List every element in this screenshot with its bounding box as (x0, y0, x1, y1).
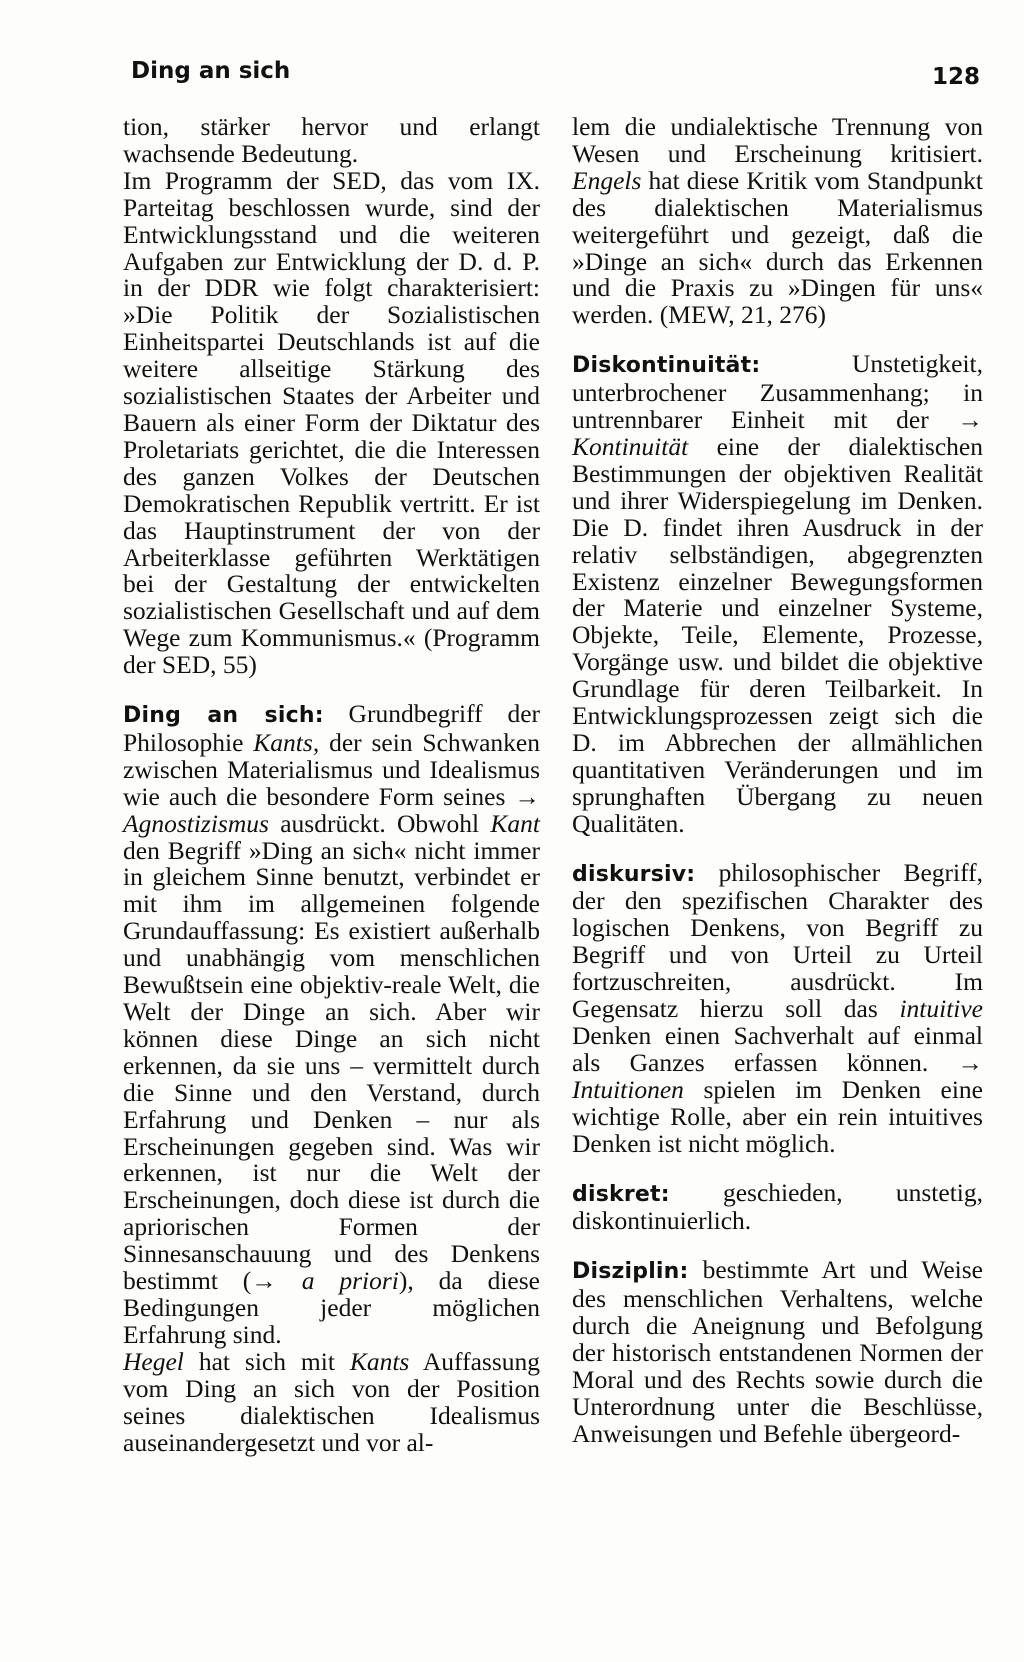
cross-reference: Kontinuität (572, 431, 689, 461)
paragraph-hegel: Hegel hat sich mit Kants Auffassung vom Ding an sich von der Position seines dialektischen Idealismus auseinandergesetzt und vor al- (123, 1346, 540, 1457)
entry-diskret: diskret: geschieden, unstetig, diskontinuierlich. (572, 1177, 983, 1236)
running-head: Ding an sich (131, 58, 291, 84)
entry-diskursiv: diskursiv: philosophischer Begriff, der den spezifischen Charakter des logischen Denkens, von Begriff zu Begriff und von Urteil zu Urteil fortzuschreiten, ausdrückt. Im Gegensatz hierzu soll das intuitive Denken einen Sachverhalt auf einmal als Ganzes erfassen können. → Intuitionen spielen im Denken eine wichtige Rolle, aber ein rein intuitives Denken ist nicht möglich. (572, 857, 983, 1158)
left-column (123, 114, 540, 1456)
entry-term: Disziplin: (572, 1259, 689, 1285)
entry-term: diskursiv: (572, 861, 696, 887)
entry-diskontinuitaet: Diskontinuität: Unstetigkeit, unterbrochener Zusammenhang; in untrennbarer Einheit mit der → Kontinuität eine der dialektischen Bestimmungen der objektiven Realität und ihrer Widerspiegelung im Denken. Die D. findet ihren Ausdruck in der relativ selbständigen, abgegrenzten Existenz einzelner Bewegungsformen der Materie und einzelner Systeme, Objekte, Teile, Elemente, Prozesse, Vorgänge usw. und bildet die objektive Grundlage für deren Teilbarkeit. In Entwicklungsprozessen zeigt sich die D. im Abbrechen der allmählichen quantitativen Veränderungen und im sprunghaften Übergang zu neuen Qualitäten. (572, 349, 983, 838)
entry-disziplin: Disziplin: bestimmte Art und Weise des menschlichen Verhaltens, welche durch die Aneignung und Befolgung der historisch entstandenen Normen der Moral und des Rechts sowie durch die Unterordnung unter die Beschlüsse, Anweisungen und Befehle übergeord- (572, 1255, 983, 1448)
cross-reference: Agnostizismus (123, 808, 269, 838)
paragraph-continuation: lem die undialektische Trennung von Wesen und Erscheinung kritisiert. Engels hat diese Kritik vom Standpunkt des dialektischen Materialismus weitergeführt und gezeigt, daß die »Dinge an sich« durch das Erkennen und die Praxis zu »Dingen für uns« werden. (MEW, 21, 276) (572, 112, 983, 330)
entry-term: Diskontinuität: (572, 353, 761, 379)
entry-term: Ding an sich: (123, 703, 324, 729)
page-number: 128 (932, 64, 981, 90)
right-column (572, 114, 983, 1448)
cross-reference: Intuitionen (572, 1074, 684, 1104)
entry-ding-an-sich: Ding an sich: Grundbegriff der Philosophie Kants, der sein Schwanken zwischen Materialismus und Idealismus wie auch die besondere Form seines → Agnostizismus ausdrückt. Obwohl Kant den Begriff »Ding an sich« nicht immer in gleichem Sinne benutzt, verbindet er mit ihm im allgemeinen folgende Grundauffassung: Es existiert außerhalb und unabhängig vom menschlichen Bewußtsein eine objektiv-reale Welt, die Welt der Dinge an sich. Aber wir können diese Dinge an sich nicht erkennen, da sie uns – vermittelt durch die Sinne und den Verstand, durch Erfahrung und Denken – nur als Erscheinungen gegeben sind. Was wir erkennen, ist nur die Welt der Erscheinungen, doch diese ist durch die apriorischen Formen der Sinnesanschauung und des Denkens bestimmt (→ a priori), da diese Bedingungen jeder möglichen Erfahrung sind. (123, 699, 541, 1349)
paragraph-continuation: tion, stärker hervor und erlangt wachsende Bedeutung. (123, 112, 540, 168)
paragraph-sed-program: Im Programm der SED, das vom IX. Parteitag beschlossen wurde, sind der Entwicklungsstand und die weiteren Aufgaben zur Entwicklung der D. d. P. in der DDR wie folgt charakterisiert: »Die Politik der Sozialistischen Einheitspartei Deutschlands ist auf die weitere allseitige Stärkung des sozialistischen Staates der Arbeiter und Bauern als einer Form der Diktatur des Proletariats gerichtet, die die Interessen des ganzen Volkes der Deutschen Demokratischen Republik vertritt. Er ist das Hauptinstrument der von der Arbeiterklasse geführten Werktätigen bei der Gestaltung der entwickelten sozialistischen Gesellschaft und auf dem Wege zum Kommunismus.« (Programm der SED, 55) (123, 165, 540, 680)
cross-reference: a priori (301, 1266, 399, 1296)
entry-term: diskret: (572, 1181, 670, 1207)
